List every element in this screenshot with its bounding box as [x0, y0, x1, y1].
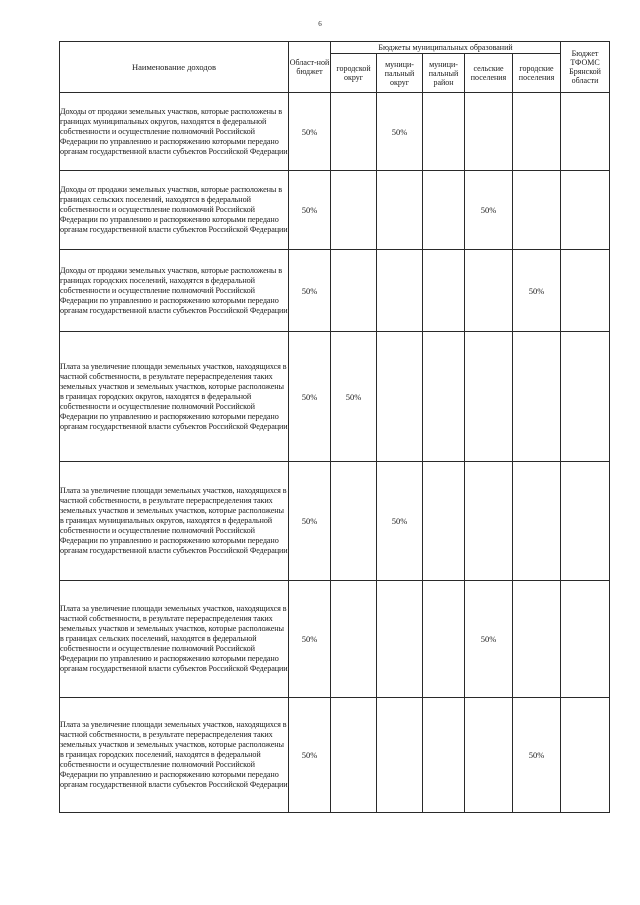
municipal-okrug-cell [377, 332, 423, 462]
municipal-okrug-cell [377, 171, 423, 250]
rural-cell [465, 462, 513, 581]
rural-cell [465, 698, 513, 813]
municipal-rayon-cell [423, 93, 465, 171]
col-header-urban-settlements: городские поселения [513, 54, 561, 93]
municipal-okrug-cell [377, 250, 423, 332]
regional-cell: 50% [289, 93, 331, 171]
urban-settlements-cell: 50% [513, 698, 561, 813]
tfoms-cell [561, 93, 610, 171]
municipal-rayon-cell [423, 698, 465, 813]
regional-cell: 50% [289, 462, 331, 581]
col-header-rural: сельские поселения [465, 54, 513, 93]
municipal-okrug-cell [377, 698, 423, 813]
table-row [60, 250, 610, 332]
regional-cell: 50% [289, 698, 331, 813]
municipal-rayon-cell [423, 171, 465, 250]
tfoms-cell [561, 250, 610, 332]
regional-cell: 50% [289, 250, 331, 332]
urban-okrug-cell: 50% [331, 332, 377, 462]
col-header-municipal-okrug: муници-пальный округ [377, 54, 423, 93]
col-header-tfoms: Бюджет ТФОМС Брянской области [561, 42, 610, 93]
urban-okrug-cell [331, 581, 377, 698]
col-header-municipal-group: Бюджеты муниципальных образований [331, 42, 561, 54]
revenue-name-cell: Плата за увеличение площади земельных участков, находящихся в частной собственности, в результате перераспределения таких земельных участков и земельных участков, которые расположены в границах городских поселений, находятся в федеральной собственности и осуществление полномочий Российской Федерации по управлению и распоряжению которыми передано органам государственной власти субъектов Российской Федерации [60, 698, 289, 813]
rural-cell [465, 332, 513, 462]
rural-cell [465, 250, 513, 332]
tfoms-cell [561, 462, 610, 581]
rural-cell [465, 93, 513, 171]
rural-cell: 50% [465, 581, 513, 698]
regional-cell: 50% [289, 171, 331, 250]
col-header-urban-okrug: городской округ [331, 54, 377, 93]
municipal-rayon-cell [423, 250, 465, 332]
table-row [60, 698, 610, 813]
municipal-rayon-cell [423, 581, 465, 698]
col-header-regional: Област-ной бюджет [289, 42, 331, 93]
revenue-name-cell: Плата за увеличение площади земельных участков, находящихся в частной собственности, в результате перераспределения таких земельных участков и земельных участков, которые расположены в границах городских округов, находятся в федеральной собственности и осуществление полномочий Российской Федерации по управлению и распоряжению которыми передано органам государственной власти субъектов Российской Федерации [60, 332, 289, 462]
urban-okrug-cell [331, 93, 377, 171]
table-row [60, 93, 610, 171]
revenue-name-cell: Доходы от продажи земельных участков, которые расположены в границах сельских поселений, находятся в федеральной собственности и осуществление полномочий Российской Федерации по управлению и распоряжению которыми передано органам государственной власти субъектов Российской Федерации [60, 171, 289, 250]
urban-okrug-cell [331, 462, 377, 581]
municipal-rayon-cell [423, 462, 465, 581]
urban-settlements-cell [513, 171, 561, 250]
page-number: 6 [318, 20, 322, 28]
municipal-okrug-cell [377, 581, 423, 698]
revenue-name-cell: Доходы от продажи земельных участков, которые расположены в границах муниципальных округов, находятся в федеральной собственности и осуществление полномочий Российской Федерации по управлению и распоряжению которыми передано органам государственной власти субъектов Российской Федерации [60, 93, 289, 171]
municipal-okrug-cell: 50% [377, 462, 423, 581]
urban-settlements-cell [513, 462, 561, 581]
col-header-name: Наименование доходов [60, 42, 289, 93]
urban-settlements-cell [513, 332, 561, 462]
revenue-name-cell: Плата за увеличение площади земельных участков, находящихся в частной собственности, в результате перераспределения таких земельных участков и земельных участков, которые расположены в границах сельских поселений, находятся в федеральной собственности и осуществление полномочий Российской Федерации по управлению и распоряжению которыми передано органам государственной власти субъектов Российской Федерации [60, 581, 289, 698]
urban-settlements-cell [513, 581, 561, 698]
urban-okrug-cell [331, 250, 377, 332]
tfoms-cell [561, 698, 610, 813]
table-row [60, 171, 610, 250]
urban-okrug-cell [331, 171, 377, 250]
revenue-distribution-table [59, 41, 610, 813]
table-row [60, 462, 610, 581]
col-header-municipal-rayon: муници-пальный район [423, 54, 465, 93]
tfoms-cell [561, 171, 610, 250]
municipal-rayon-cell [423, 332, 465, 462]
municipal-okrug-cell: 50% [377, 93, 423, 171]
urban-settlements-cell [513, 93, 561, 171]
regional-cell: 50% [289, 581, 331, 698]
rural-cell: 50% [465, 171, 513, 250]
regional-cell: 50% [289, 332, 331, 462]
revenue-name-cell: Доходы от продажи земельных участков, которые расположены в границах городских поселений, находятся в федеральной собственности и осуществление полномочий Российской Федерации по управлению и распоряжению которыми передано органам государственной власти субъектов Российской Федерации [60, 250, 289, 332]
urban-settlements-cell: 50% [513, 250, 561, 332]
table-row [60, 332, 610, 462]
table-row [60, 581, 610, 698]
urban-okrug-cell [331, 698, 377, 813]
revenue-name-cell: Плата за увеличение площади земельных участков, находящихся в частной собственности, в результате перераспределения таких земельных участков и земельных участков, которые расположены в границах муниципальных округов, находятся в федеральной собственности и осуществление полномочий Российской Федерации по управлению и распоряжению которыми передано органам государственной власти субъектов Российской Федерации [60, 462, 289, 581]
tfoms-cell [561, 581, 610, 698]
tfoms-cell [561, 332, 610, 462]
